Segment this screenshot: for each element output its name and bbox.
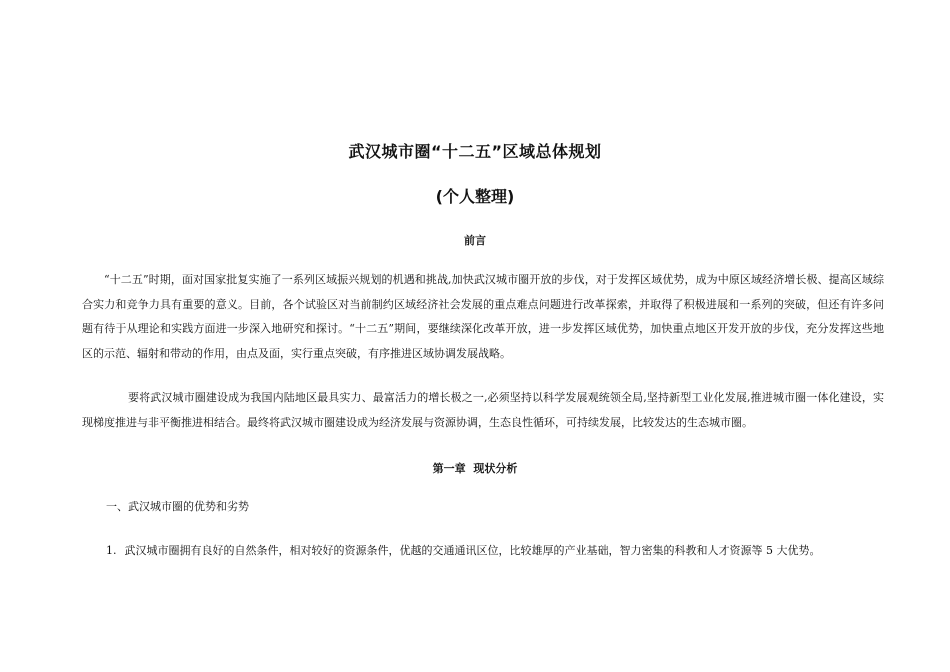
preface-paragraph-1: “十二五”时期，面对国家批复实施了一系列区域振兴规划的机遇和挑战,加快武汉城市圈开放的步伐，对于发挥区域优势，成为中原区域经济增长极、提高区域综合实力和竞争力具有重要的意义。目前，各个试验区对当前制约区域经济社会发展的重点难点问题进行改革探索，并取得了积极进展和一系列的突破，但还有许多问题有待于从理论和实践方面进一步深入地研究和探讨。“十二五”期间，要继续深化改革开放，进一步发挥区域优势，加快重点地区开发开放的步伐，充分发挥这些地区的示范、辐射和带动的作用，由点及面，实行重点突破，有序推进区域协调发展战略。 — [82, 273, 884, 360]
preface-paragraph-2: 要将武汉城市圈建设成为我国内陆地区最具实力、最富活力的增长极之一,必须坚持以科学发展观统领全局,坚持新型工业化发展,推进城市圈一体化建设，实现梯度推进与非平衡推进相结合。最终将武汉城市圈建设成为经济发展与资源协调，生态良性循环，可持续发展，比较发达的生态城市圈。 — [82, 391, 884, 429]
list-item — [106, 543, 821, 559]
section-heading: 一、武汉城市圈的优势和劣势 — [106, 500, 249, 513]
list-item-number: 1. — [106, 544, 117, 557]
preface-heading: 前言 — [464, 234, 486, 247]
document-title: 武汉城市圈“十二五”区域总体规划 — [348, 142, 602, 161]
list-item-text: 武汉城市圈拥有良好的自然条件，相对较好的资源条件，优越的交通通讯区位，比较雄厚的产业基础，智力密集的科教和人才资源等 5 大优势。 — [124, 544, 821, 557]
chapter-heading: 第一章 现状分析 — [432, 462, 518, 475]
document-subtitle: (个人整理) — [435, 187, 515, 206]
